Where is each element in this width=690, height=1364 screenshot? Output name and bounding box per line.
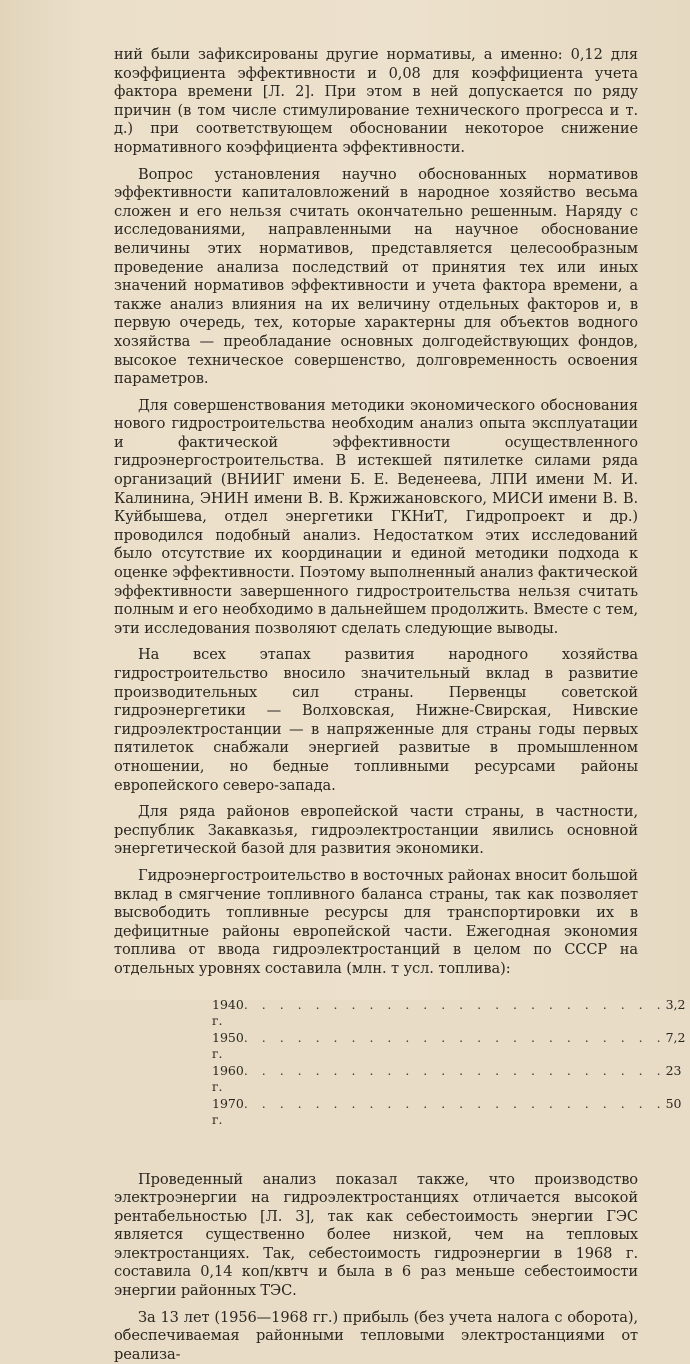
leader-dots: . . . . . . . . . . . . . . . . . . . . . . . . — [243, 1029, 666, 1045]
table-value: 3,2 — [665, 996, 686, 1012]
paragraph-1: ний были зафиксированы другие нормативы, а именно: 0,12 для коэффициента эффективности и 0,08 для коэффициента учета фактора времени [Л. 2]. При этом в ней допускается по ряду причин (в том числе стимулирование технического прогресса и т. д.) при соответствующем обосновании некоторое снижение нормативного коэффициента эффективности. — [114, 46, 638, 156]
table-value: 7,2 — [665, 1029, 686, 1045]
table-row — [212, 1095, 682, 1129]
table-value: 23 — [665, 1062, 682, 1078]
table-year: 1960 г. — [212, 1062, 244, 1094]
paragraph-2: Вопрос установления научно обоснованных нормативов эффективности капиталовложений в народное хозяйство весьма сложен и его нельзя считать окончательно решенным. Наряду с исследованиями, направленными на научное обоснование величины этих нормативов, представляется целесообразным проведение анализа последствий от принятия тех или иных значений нормативов эффективности и учета фактора времени, а также анализ влияния на их величину отдельных факторов и, в первую очередь, тех, которые характерны для объектов водного хозяйства — преобладание основных долгодействующих фондов, высокое техническое совершенство, долговременность освоения параметров. — [114, 165, 638, 388]
fuel-savings-table — [212, 996, 686, 1129]
paragraph-5: Для ряда районов европейской части страны, в частности, республик Закавказья, гидроэлектростанции явились основной энергетической базой для развития экономики. — [114, 803, 638, 858]
paragraph-4: На всех этапах развития народного хозяйства гидростроительство вносило значительный вклад в развитие производительных сил страны. Первенцы советской гидроэнергетики — Волховская, Нижне-Свирская, Нивские гидроэлектростанции — в напряженные для страны годы первых пятилеток снабжали энергией развитые в промышленном отношении, но бедные топливными ресурсами районы европейского северо-запада. — [114, 646, 638, 794]
leader-dots: . . . . . . . . . . . . . . . . . . . . . . . . — [243, 996, 666, 1012]
leader-dots: . . . . . . . . . . . . . . . . . . . . . . . . — [243, 1062, 666, 1078]
table-year: 1970 г. — [212, 1095, 244, 1127]
leader-dots: . . . . . . . . . . . . . . . . . . . . . . . . — [243, 1095, 666, 1111]
table-row — [212, 996, 686, 1030]
table-row — [212, 1062, 682, 1096]
paragraph-3: Для совершенствования методики экономического обоснования нового гидростроительства необходим анализ опыта эксплуатации и фактической эффективности осуществленного гидроэнергостроительства. В истекшей пятилетке силами ряда организаций (ВНИИГ имени Б. Е. Веденеева, ЛПИ имени М. И. Калинина, ЭНИН имени В. В. Кржижановского, МИСИ имени В. В. Куйбышева, отдел энергетики ГКНиТ, Гидропроект и др.) проводился подобный анализ. Недостатком этих исследований было отсутствие их координации и единой методики подхода к оценке эффективности. Поэтому выполненный анализ фактической эффективности завершенного гидростроительства нельзя считать полным и его необходимо в дальнейшем продолжить. Вместе с тем, эти исследования позволяют сделать следующие выводы. — [114, 396, 638, 637]
paragraph-6: Гидроэнергостроительство в восточных районах вносит большой вклад в смягчение топливного баланса страны, так как позволяет высвободить топливные ресурсы для транспортировки их в дефицитные районы европейской части. Ежегодная экономия топлива от ввода гидроэлектростанций в целом по СССР на отдельных уровнях составила (млн. т усл. топлива): — [114, 866, 638, 977]
paragraph-7: Проведенный анализ показал также, что производство электроэнергии на гидроэлектростанциях отличается высокой рентабельностью [Л. 3], так как себестоимость энергии ГЭС является существенно более низкой, чем на тепловых электростанциях. Так, себестоимость гидроэнергии в 1968 г. составила 0,14 коп/квтч и была в 6 раз меньше себестоимости энергии районных ТЭС. — [114, 1170, 638, 1300]
table-row — [212, 1029, 686, 1063]
paragraph-8: За 13 лет (1956—1968 гг.) прибыль (без учета налога с оборота), обеспечиваемая районными тепловыми электростанциями от реализа- — [114, 1308, 638, 1363]
table-year: 1950 г. — [212, 1029, 244, 1061]
table-value: 50 — [665, 1095, 682, 1111]
table-year: 1940 г. — [212, 996, 244, 1028]
